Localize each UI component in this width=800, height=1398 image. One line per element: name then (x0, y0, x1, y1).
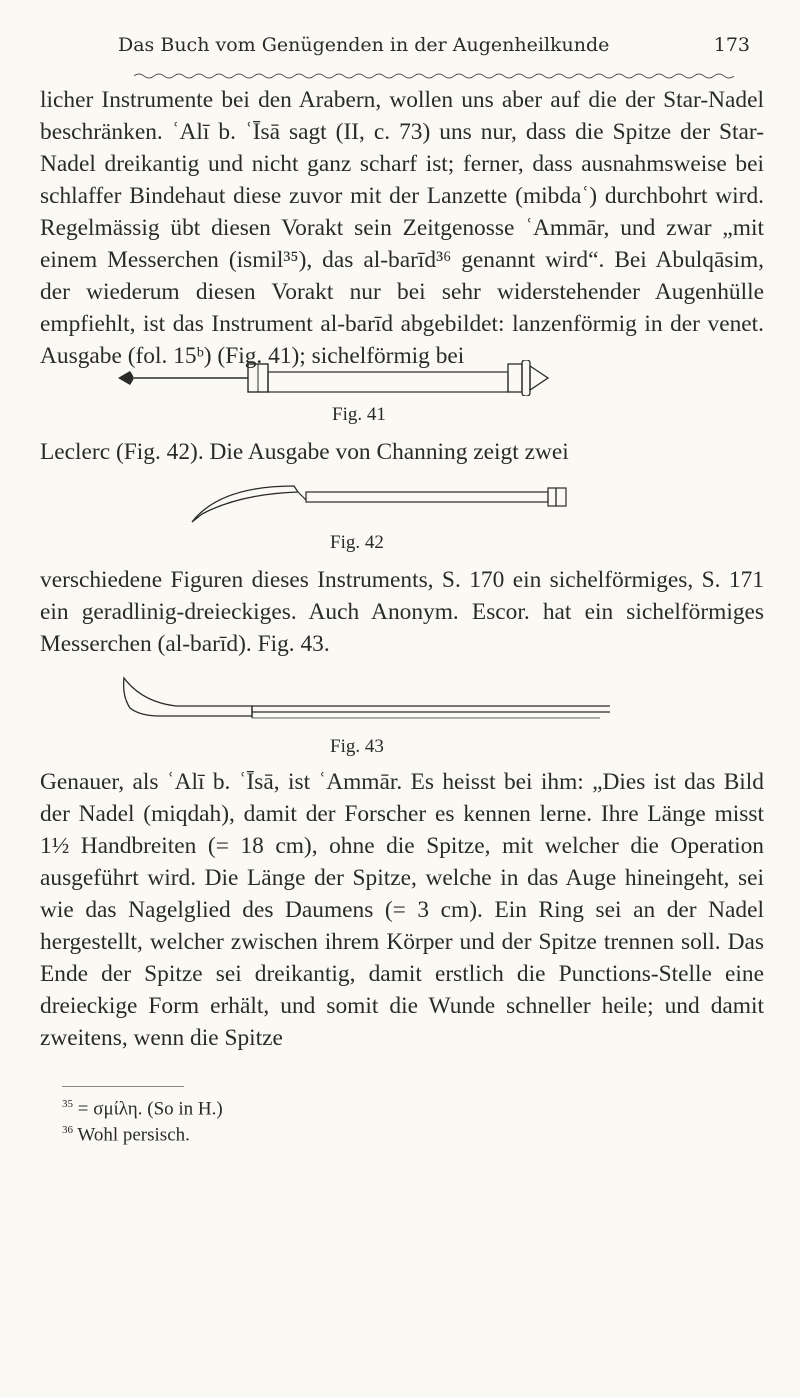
figure-41 (118, 360, 558, 396)
footnote-36 (62, 1124, 190, 1146)
figure-43-caption: Fig. 43 (330, 736, 384, 757)
footnote-36-text: Wohl persisch. (77, 1124, 190, 1146)
figure-42 (190, 480, 600, 524)
header-ornament (134, 72, 734, 80)
figure-42-caption: Fig. 42 (330, 532, 384, 553)
paragraph-2: Leclerc (Fig. 42). Die Ausgabe von Channing zeigt zwei (40, 439, 569, 465)
figure-43 (120, 676, 616, 722)
footnote-35 (62, 1098, 223, 1120)
footnote-35-text: = σμίλη. (So in H.) (77, 1098, 223, 1120)
paragraph-3: verschiedene Figuren dieses Instruments, S. 170 ein sichelförmiges, S. 171 ein geradlinig-dreieckiges. Auch Anonym. Escor. hat ein sichelförmiges Messerchen (al-barīd). Fig. 43. (40, 567, 764, 657)
paragraph-1: licher Instrumente bei den Arabern, wollen uns aber auf die der Star-Nadel beschränken. ʿAlī b. ʿĪsā sagt (II, c. 73) uns nur, dass die Spitze der Star-Nadel dreikantig und nicht ganz scharf ist; ferner, dass ausnahmsweise bei schlaffer Bindehaut diese zuvor mit der Lanzette (mibdaʿ) durchbohrt wird. Regelmässig übt diesen Vorakt sein Zeitgenosse ʿAmmār, und zwar „mit einem Messerchen (ismil³⁵), das al-barīd³⁶ genannt wird“. Bei Abulqāsim, der wiederum diesen Vorakt nur bei sehr widerstehender Augenhülle empfiehlt, ist das Instrument al-barīd abgebildet: lanzenförmig in der venet. Ausgabe (fol. 15ᵇ) (Fig. 41); sichelförmig bei (40, 87, 764, 369)
paragraph-4: Genauer, als ʿAlī b. ʿĪsā, ist ʿAmmār. Es heisst bei ihm: „Dies ist das Bild der Nadel (miqdah), damit der Forscher es kennen lerne. Ihre Länge misst 1½ Handbreiten (= 18 cm), ohne die Spitze, mit welcher die Operation ausgeführt wird. Die Länge der Spitze, welche in das Auge hineingeht, sei wie das Nagelglied des Daumens (= 3 cm). Ein Ring sei an der Nadel hergestellt, welcher zwischen ihrem Körper und der Spitze trennen soll. Das Ende der Spitze sei dreikantig, damit erstlich die Punctions-Stelle eine dreieckige Form erhält, und somit die Wunde schneller heile; und damit zweitens, wenn die Spitze (40, 769, 764, 1051)
running-header (40, 34, 764, 68)
page-number: 173 (713, 34, 750, 56)
footnote-35-number: 35 (62, 1098, 73, 1110)
figure-41-caption: Fig. 41 (332, 404, 386, 425)
footnote-36-number: 36 (62, 1124, 73, 1136)
header-title: Das Buch vom Genügenden in der Augenheilkunde (118, 34, 610, 56)
footnote-rule (62, 1086, 184, 1087)
